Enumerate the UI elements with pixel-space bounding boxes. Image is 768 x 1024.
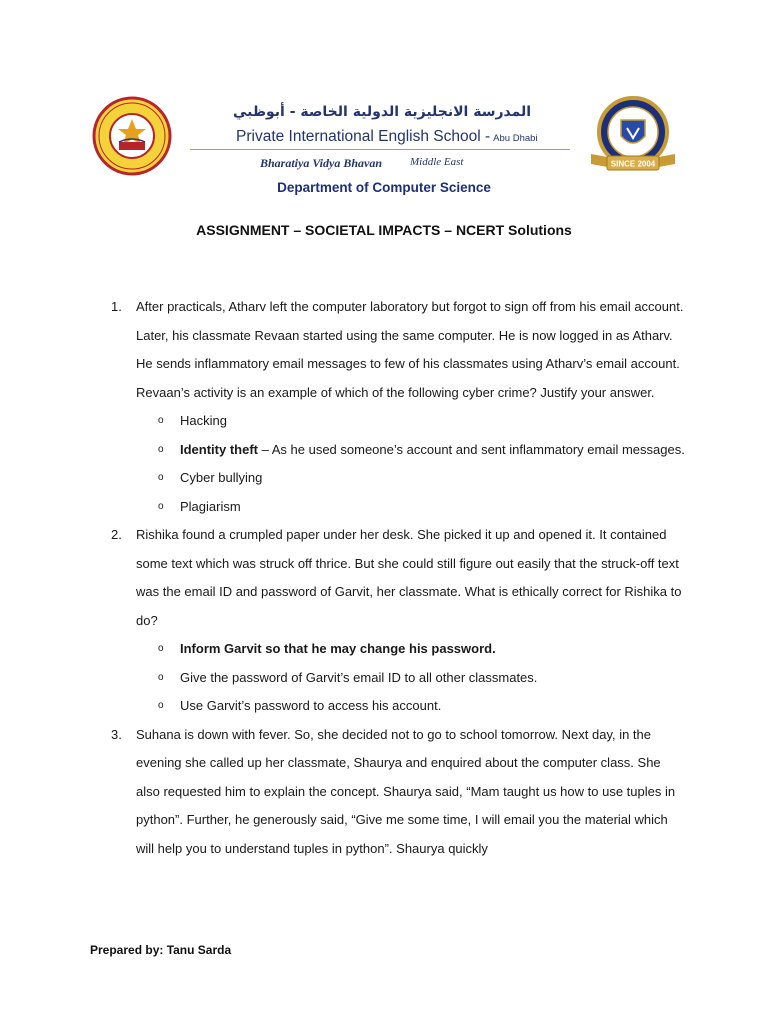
answer-justification: – As he used someone’s account and sent inflammatory email messages. — [258, 441, 685, 457]
option-item — [158, 664, 688, 693]
affiliation-name: Bharatiya Vidya Bhavan — [260, 156, 383, 170]
school-name-arabic: المدرسة الانجليزية الدولية الخاصة - أبوظبي — [232, 104, 532, 120]
question-number: 3. — [111, 726, 122, 742]
question-number: 2. — [111, 527, 122, 542]
option-list — [136, 407, 688, 521]
header-divider — [190, 149, 570, 150]
letterhead — [0, 88, 768, 208]
question-2 — [111, 521, 688, 721]
school-city: Abu Dhabi — [493, 133, 538, 144]
option-label: Identity theft — [180, 441, 258, 457]
circle-bullet-icon: o — [158, 415, 164, 426]
question-3 — [111, 721, 688, 864]
question-text: After practicals, Atharv left the computer laboratory but forgot to sign off from his email account. Later, his classmate Revaan started using the same computer. He is now logged in as Atharv. He sends inflammatory email messages to few of his classmates using Atharv’s email account. Revaan’s activity is an example of which of the following cyber crime? Justify your answer. — [136, 299, 684, 400]
school-crest-right — [583, 94, 683, 180]
option-item — [158, 692, 688, 721]
circle-bullet-icon: o — [158, 500, 164, 512]
option-item — [158, 407, 688, 436]
circle-bullet-icon: o — [158, 700, 164, 711]
option-label: Cyber bullying — [180, 470, 263, 485]
circle-bullet-icon: o — [158, 443, 164, 455]
assignment-title: ASSIGNMENT – SOCIETAL IMPACTS – NCERT Solutions — [196, 222, 572, 238]
school-seal-left — [92, 96, 172, 176]
option-list — [136, 635, 688, 721]
prepared-by-footer: Prepared by: Tanu Sarda — [90, 943, 232, 957]
question-text: Rishika found a crumpled paper under her desk. She picked it up and opened it. It contained some text which was struck off thrice. But she could still figure out easily that the struck-off text was the email ID and password of Garvit, her classmate. What is ethically correct for Rishika to do? — [136, 527, 682, 628]
question-1 — [111, 293, 688, 521]
circle-bullet-icon: o — [158, 643, 164, 654]
question-text: Suhana is down with fever. So, she decided not to go to school tomorrow. Next day, in the evening she called up her classmate, Shaurya and enquired about the computer class. She also requested him to explain the concept. Shaurya said, “Mam taught us how to use tuples in python”. Further, he generously said, “Give me some time, I will email you the material which will help you to understand tuples in python”. Shaurya quickly — [136, 726, 676, 856]
question-list — [0, 293, 768, 863]
school-name-english: Private International English School - — [236, 128, 491, 145]
option-item-answer — [158, 436, 688, 465]
crest-banner-text: SINCE 2004 — [610, 159, 656, 169]
affiliation-region: Middle East — [410, 156, 464, 168]
option-item — [158, 464, 688, 493]
option-item — [158, 493, 688, 522]
option-label: Inform Garvit so that he may change his password. — [180, 641, 496, 656]
option-label: Use Garvit’s password to access his account. — [180, 698, 442, 713]
circle-bullet-icon: o — [158, 472, 164, 483]
question-number: 1. — [111, 299, 122, 314]
department-name: Department of Computer Science — [277, 180, 491, 195]
school-name — [236, 128, 538, 146]
circle-bullet-icon: o — [158, 671, 164, 683]
option-item-answer — [158, 635, 688, 664]
option-label: Give the password of Garvit’s email ID to all other classmates. — [180, 669, 538, 685]
option-label: Hacking — [180, 413, 227, 428]
option-label: Plagiarism — [180, 498, 241, 514]
